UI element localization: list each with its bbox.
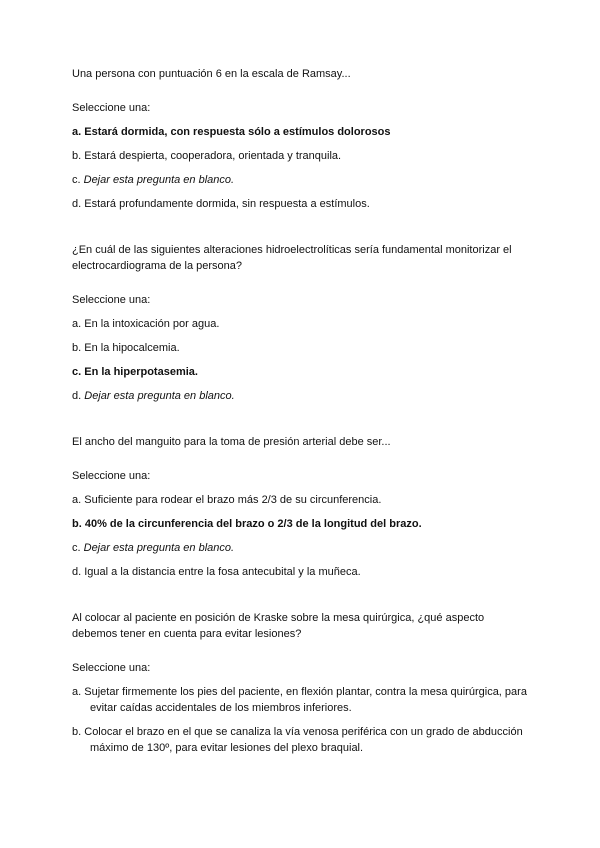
option-letter: a.: [72, 318, 82, 330]
option-letter: b.: [72, 342, 82, 354]
option-b[interactable]: [72, 724, 532, 756]
select-prompt: Seleccione una:: [72, 102, 151, 114]
question-text: ¿En cuál de las siguientes alteraciones hidroelectrolíticas sería fundamental monitorizar el electrocardiograma de la persona?: [72, 244, 512, 272]
options-list: [72, 492, 532, 580]
select-prompt: Seleccione una:: [72, 662, 151, 674]
option-letter: b.: [72, 726, 82, 738]
option-letter: d.: [72, 198, 82, 210]
option-letter: d.: [72, 390, 82, 402]
option-c-leave-blank[interactable]: [72, 540, 532, 556]
option-letter: c.: [72, 542, 81, 554]
option-b[interactable]: [72, 148, 532, 164]
option-text: Estará dormida, con respuesta sólo a estímulos dolorosos: [84, 126, 391, 138]
option-c[interactable]: [72, 364, 532, 380]
option-text: Sujetar firmemente los pies del paciente, en flexión plantar, contra la mesa quirúrgica, para evitar caídas accidentales de los miembros inferiores.: [84, 686, 527, 714]
option-text: Estará profundamente dormida, sin respuesta a estímulos.: [84, 198, 370, 210]
option-text: En la hiperpotasemia.: [84, 366, 198, 378]
option-letter: d.: [72, 566, 82, 578]
option-text: En la hipocalcemia.: [84, 342, 180, 354]
option-letter: c.: [72, 366, 82, 378]
options-list: [72, 684, 532, 756]
exam-page: [72, 66, 532, 764]
select-prompt: Seleccione una:: [72, 294, 151, 306]
question-text: Al colocar al paciente en posición de Kraske sobre la mesa quirúrgica, ¿qué aspecto debemos tener en cuenta para evitar lesiones?: [72, 612, 485, 640]
option-c-leave-blank[interactable]: [72, 172, 532, 188]
option-letter: a.: [72, 494, 82, 506]
question-text: El ancho del manguito para la toma de presión arterial debe ser...: [72, 436, 391, 448]
option-letter: a.: [72, 126, 82, 138]
options-list: [72, 316, 532, 404]
option-b[interactable]: [72, 340, 532, 356]
option-text: Igual a la distancia entre la fosa antecubital y la muñeca.: [84, 566, 361, 578]
option-d[interactable]: [72, 564, 532, 580]
option-text: Dejar esta pregunta en blanco.: [83, 542, 235, 554]
question-block-1: [72, 66, 532, 212]
option-d[interactable]: [72, 196, 532, 212]
option-a[interactable]: [72, 684, 532, 716]
option-letter: a.: [72, 686, 82, 698]
option-letter: b.: [72, 150, 82, 162]
options-list: [72, 124, 532, 212]
option-letter: c.: [72, 174, 81, 186]
option-text: 40% de la circunferencia del brazo o 2/3 de la longitud del brazo.: [84, 518, 422, 530]
option-d-leave-blank[interactable]: [72, 388, 532, 404]
question-block-4: [72, 610, 532, 756]
option-text: Suficiente para rodear el brazo más 2/3 de su circunferencia.: [84, 494, 382, 506]
select-prompt: Seleccione una:: [72, 470, 151, 482]
option-a[interactable]: [72, 316, 532, 332]
option-text: En la intoxicación por agua.: [84, 318, 220, 330]
option-a[interactable]: [72, 124, 532, 140]
option-text: Estará despierta, cooperadora, orientada y tranquila.: [84, 150, 342, 162]
option-letter: b.: [72, 518, 82, 530]
option-b[interactable]: [72, 516, 532, 532]
option-a[interactable]: [72, 492, 532, 508]
option-text: Dejar esta pregunta en blanco.: [84, 390, 235, 402]
question-text: Una persona con puntuación 6 en la escala de Ramsay...: [72, 68, 351, 80]
question-block-2: [72, 242, 532, 404]
question-block-3: [72, 434, 532, 580]
option-text: Colocar el brazo en el que se canaliza la vía venosa periférica con un grado de abducción máximo de 130º, para evitar lesiones del plexo braquial.: [84, 726, 523, 754]
option-text: Dejar esta pregunta en blanco.: [83, 174, 235, 186]
